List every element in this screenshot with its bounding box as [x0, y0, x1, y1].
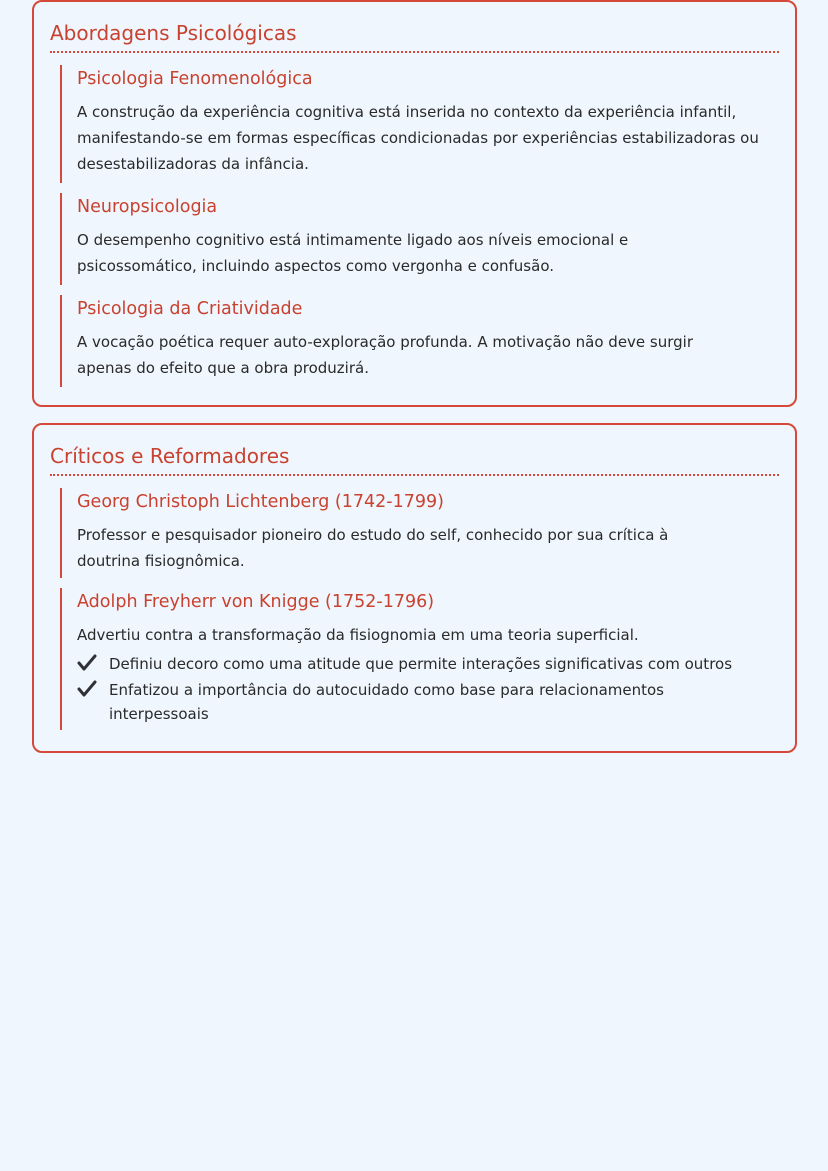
entry-title: Psicologia da Criatividade [77, 299, 303, 319]
entry-title: Adolph Freyherr von Knigge (1752-1796) [77, 592, 435, 612]
entry-text: O desempenho cognitivo está intimamente ligado aos níveis emocional e psicossomático, incluindo aspectos como vergonha e confusão. [77, 231, 629, 275]
list-item [77, 678, 779, 726]
bullet-list [77, 652, 779, 726]
entry-text: A vocação poética requer auto-exploração profunda. A motivação não deve surgir apenas do efeito que a obra produzirá. [77, 333, 693, 377]
entry-creativity [60, 295, 779, 387]
entry-title: Georg Christoph Lichtenberg (1742-1799) [77, 492, 444, 512]
check-icon [77, 652, 99, 672]
entry-title: Psicologia Fenomenológica [77, 69, 313, 89]
section-title: Abordagens Psicológicas [50, 20, 779, 53]
entry-knigge [60, 588, 779, 730]
section-title: Críticos e Reformadores [50, 443, 779, 476]
entry-lichtenberg [60, 488, 779, 578]
entry-text: Advertiu contra a transformação da fisiognomia em uma teoria superficial. [77, 626, 639, 644]
check-icon [77, 678, 99, 698]
entry-text: Professor e pesquisador pioneiro do estudo do self, conhecido por sua crítica à doutrina fisiognômica. [77, 526, 669, 570]
section-card-critics-reformers [32, 423, 797, 753]
list-item-text: Definiu decoro como uma atitude que permite interações significativas com outros [109, 655, 733, 673]
entry-title: Neuropsicologia [77, 197, 218, 217]
entry-phenomenological [60, 65, 779, 183]
section-card-psychological-approaches [32, 0, 797, 407]
list-item [77, 652, 779, 676]
entry-text: A construção da experiência cognitiva está inserida no contexto da experiência infantil, manifestando-se em formas específicas condicionadas por experiências estabilizadoras ou desestabilizadoras da infância. [77, 103, 759, 173]
entry-neuropsychology [60, 193, 779, 285]
list-item-text: Enfatizou a importância do autocuidado como base para relacionamentos interpessoais [109, 681, 664, 723]
